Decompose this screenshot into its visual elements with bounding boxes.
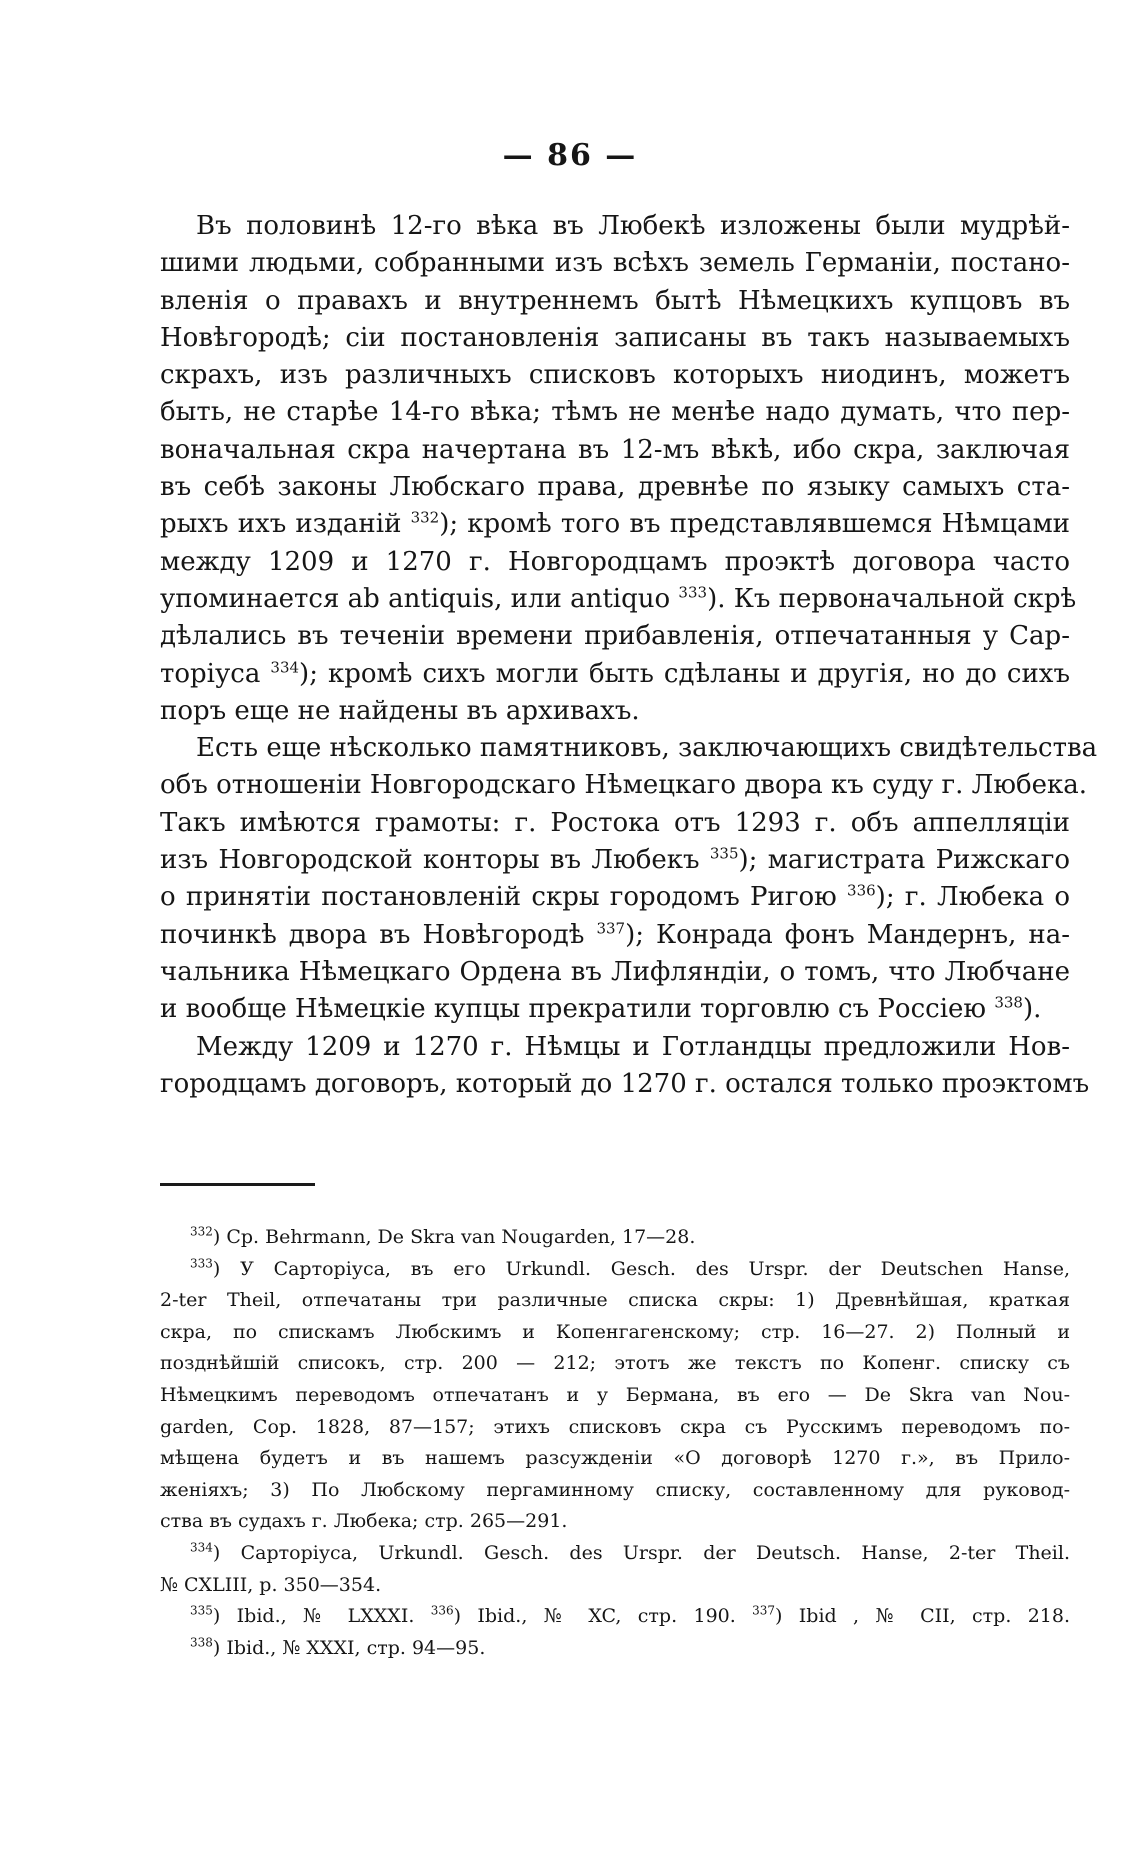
footnote-334 (160, 1538, 1070, 1601)
text-segment: ). (1022, 994, 1042, 1025)
text-segment: починкѣ двора въ Новѣгородѣ (160, 919, 597, 950)
footnote-338 (160, 1633, 1070, 1665)
text-line (160, 656, 1070, 693)
footnote-number: 333 (190, 1256, 213, 1271)
text-line: объ отношеніи Новгородскаго Нѣмецкаго двора къ суду г. Любека. (160, 770, 1088, 801)
text-line (160, 991, 1070, 1028)
footnote-text: ) Сарторіуса, Urkundl. Gesch. des Urspr. der Deutsch. Hanse, 2-ter Theil. (212, 1541, 1070, 1564)
footnote-line: женіяхъ; 3) По Любскому пергаминному списку, составленному для руковод- (160, 1478, 1070, 1501)
footnote-text: ) У Сарторіуса, въ его Urkundl. Gesch. des Urspr. der Deutschen Hanse, (212, 1257, 1070, 1280)
text-line: между 1209 и 1270 г. Новгородцамъ проэктѣ договора часто (160, 546, 1070, 577)
text-line: шими людьми, собранными изъ всѣхъ земель Германіи, постано- (160, 248, 1070, 279)
page-number: — 86 — (502, 138, 638, 173)
footnotes (160, 1222, 1070, 1664)
footnote-text: ) Ibid , № CII, стр. 218. (775, 1605, 1071, 1628)
footnote-line: скра, по спискамъ Любскимъ и Копенгагенскому; стр. 16—27. 2) Полный и (160, 1320, 1070, 1343)
footnote-text: ) Ibid., № LXXXI. (212, 1605, 431, 1628)
text-line: скрахъ, изъ различныхъ списковъ которыхъ ниодинъ, можетъ (160, 360, 1070, 391)
footnote-ref: 332 (410, 508, 440, 527)
paragraph-1 (160, 208, 1077, 730)
text-line: чальника Нѣмецкаго Ордена въ Лифляндіи, о томъ, что Любчане (160, 956, 1070, 987)
footnote-text: ) Ibid., № XC, стр. 190. (453, 1605, 753, 1628)
footnote-text: ) Ibid., № XXXI, стр. 94—95. (212, 1636, 486, 1659)
text-segment: о принятіи постановленій скры городомъ Ригою (160, 882, 848, 913)
text-line: вленія о правахъ и внутреннемъ бытѣ Нѣмецкихъ купцовъ въ (160, 285, 1070, 316)
footnote-ref: 334 (270, 657, 300, 676)
footnote-text: ) Ср. Behrmann, De Skra van Nougarden, 17—28. (212, 1226, 696, 1248)
footnote-line: № CXLIII, p. 350—354. (160, 1573, 382, 1596)
footnote-number: 332 (190, 1224, 213, 1239)
footnote-divider (160, 1183, 315, 1186)
text-segment: и вообще Нѣмецкіе купцы прекратили торговлю съ Россіею (160, 994, 995, 1025)
footnote-number: 336 (430, 1603, 454, 1618)
text-segment: ); г. Любека о (875, 882, 1070, 913)
text-line: Такъ имѣются грамоты: г. Ростока отъ 1293 г. объ аппелляціи (160, 807, 1070, 838)
text-segment: ); кромѣ сихъ могли быть сдѣланы и другія, но до сихъ (299, 658, 1070, 689)
footnote-ref: 336 (847, 881, 876, 900)
footnote-number: 338 (190, 1635, 213, 1650)
footnote-335-337 (160, 1601, 1070, 1633)
text-segment: рыхъ ихъ изданій (160, 509, 411, 540)
footnote-line: ства въ судахъ г. Любека; стр. 265—291. (160, 1510, 568, 1533)
footnote-line (160, 1254, 1070, 1286)
text-line (160, 917, 1070, 954)
footnote-line: 2-ter Theil, отпечатаны три различные списка скры: 1) Древнѣйшая, краткая (160, 1289, 1070, 1312)
text-line: воначальная скра начертана въ 12-мъ вѣкѣ, ибо скра, заключая (160, 434, 1070, 465)
text-line (160, 879, 1070, 916)
text-line: Есть еще нѣсколько памятниковъ, заключающихъ свидѣтельства (196, 733, 1098, 764)
footnote-ref: 335 (709, 844, 739, 863)
text-segment: ). Къ первоначальной скрѣ (707, 583, 1077, 614)
text-line (160, 581, 1077, 618)
text-line (160, 842, 1070, 879)
text-line: городцамъ договоръ, который до 1270 г. остался только проэктомъ (160, 1068, 1090, 1099)
footnote-line: garden, Сор. 1828, 87—157; этихъ списковъ скра съ Русскимъ переводомъ по- (160, 1415, 1070, 1438)
text-line: въ себѣ законы Любскаго права, древнѣе по языку самыхъ ста- (160, 472, 1070, 503)
text-line: Между 1209 и 1270 г. Нѣмцы и Готландцы предложили Нов- (196, 1031, 1070, 1062)
footnote-line: мѣщена будетъ и въ нашемъ разсужденіи «О договорѣ 1270 г.», въ Прило- (160, 1447, 1070, 1470)
text-line: быть, не старѣе 14-го вѣка; тѣмъ не менѣе надо думать, что пер- (160, 397, 1070, 428)
footnote-ref: 337 (596, 918, 626, 937)
text-line: дѣлались въ теченіи времени прибавленія, отпечатанныя у Сар- (160, 621, 1070, 652)
text-segment: ); кромѣ того въ представлявшемся Нѣмцами (439, 509, 1070, 540)
footnote-line (160, 1222, 1070, 1254)
footnote-number: 337 (752, 1603, 776, 1618)
footnote-332 (160, 1222, 1070, 1254)
text-segment: ); Конрада фонъ Мандернъ, на- (625, 919, 1070, 950)
footnote-ref: 338 (994, 993, 1023, 1012)
paragraph-2 (160, 730, 1098, 1028)
footnote-number: 335 (190, 1603, 213, 1618)
body-text (160, 208, 1098, 1103)
footnote-line (160, 1538, 1070, 1570)
text-segment: изъ Новгородской конторы въ Любекъ (160, 845, 710, 876)
paragraph-3 (160, 1029, 1090, 1104)
text-segment: ); магистрата Рижскаго (738, 845, 1070, 876)
footnote-333 (160, 1254, 1070, 1538)
text-segment: торіуса (160, 658, 271, 689)
footnote-line: позднѣйшій списокъ, стр. 200 — 212; этотъ же текстъ по Копенг. списку съ (160, 1352, 1070, 1375)
text-line: Въ половинѣ 12-го вѣка въ Любекѣ изложены были мудрѣй- (196, 211, 1070, 241)
footnote-line: Нѣмецкимъ переводомъ отпечатанъ и у Бермана, въ его — De Skra van Nou- (160, 1383, 1070, 1406)
footnote-line (160, 1633, 1070, 1665)
text-line (160, 506, 1070, 543)
text-line: поръ еще не найдены въ архивахъ. (160, 695, 640, 726)
text-segment: упоминается ab antiquis, или antiquo (160, 583, 679, 614)
text-line: Новѣгородѣ; сіи постановленія записаны въ такъ называемыхъ (160, 322, 1070, 353)
footnote-number: 334 (190, 1540, 213, 1555)
footnote-line (160, 1601, 1070, 1633)
footnote-ref: 333 (678, 583, 708, 602)
